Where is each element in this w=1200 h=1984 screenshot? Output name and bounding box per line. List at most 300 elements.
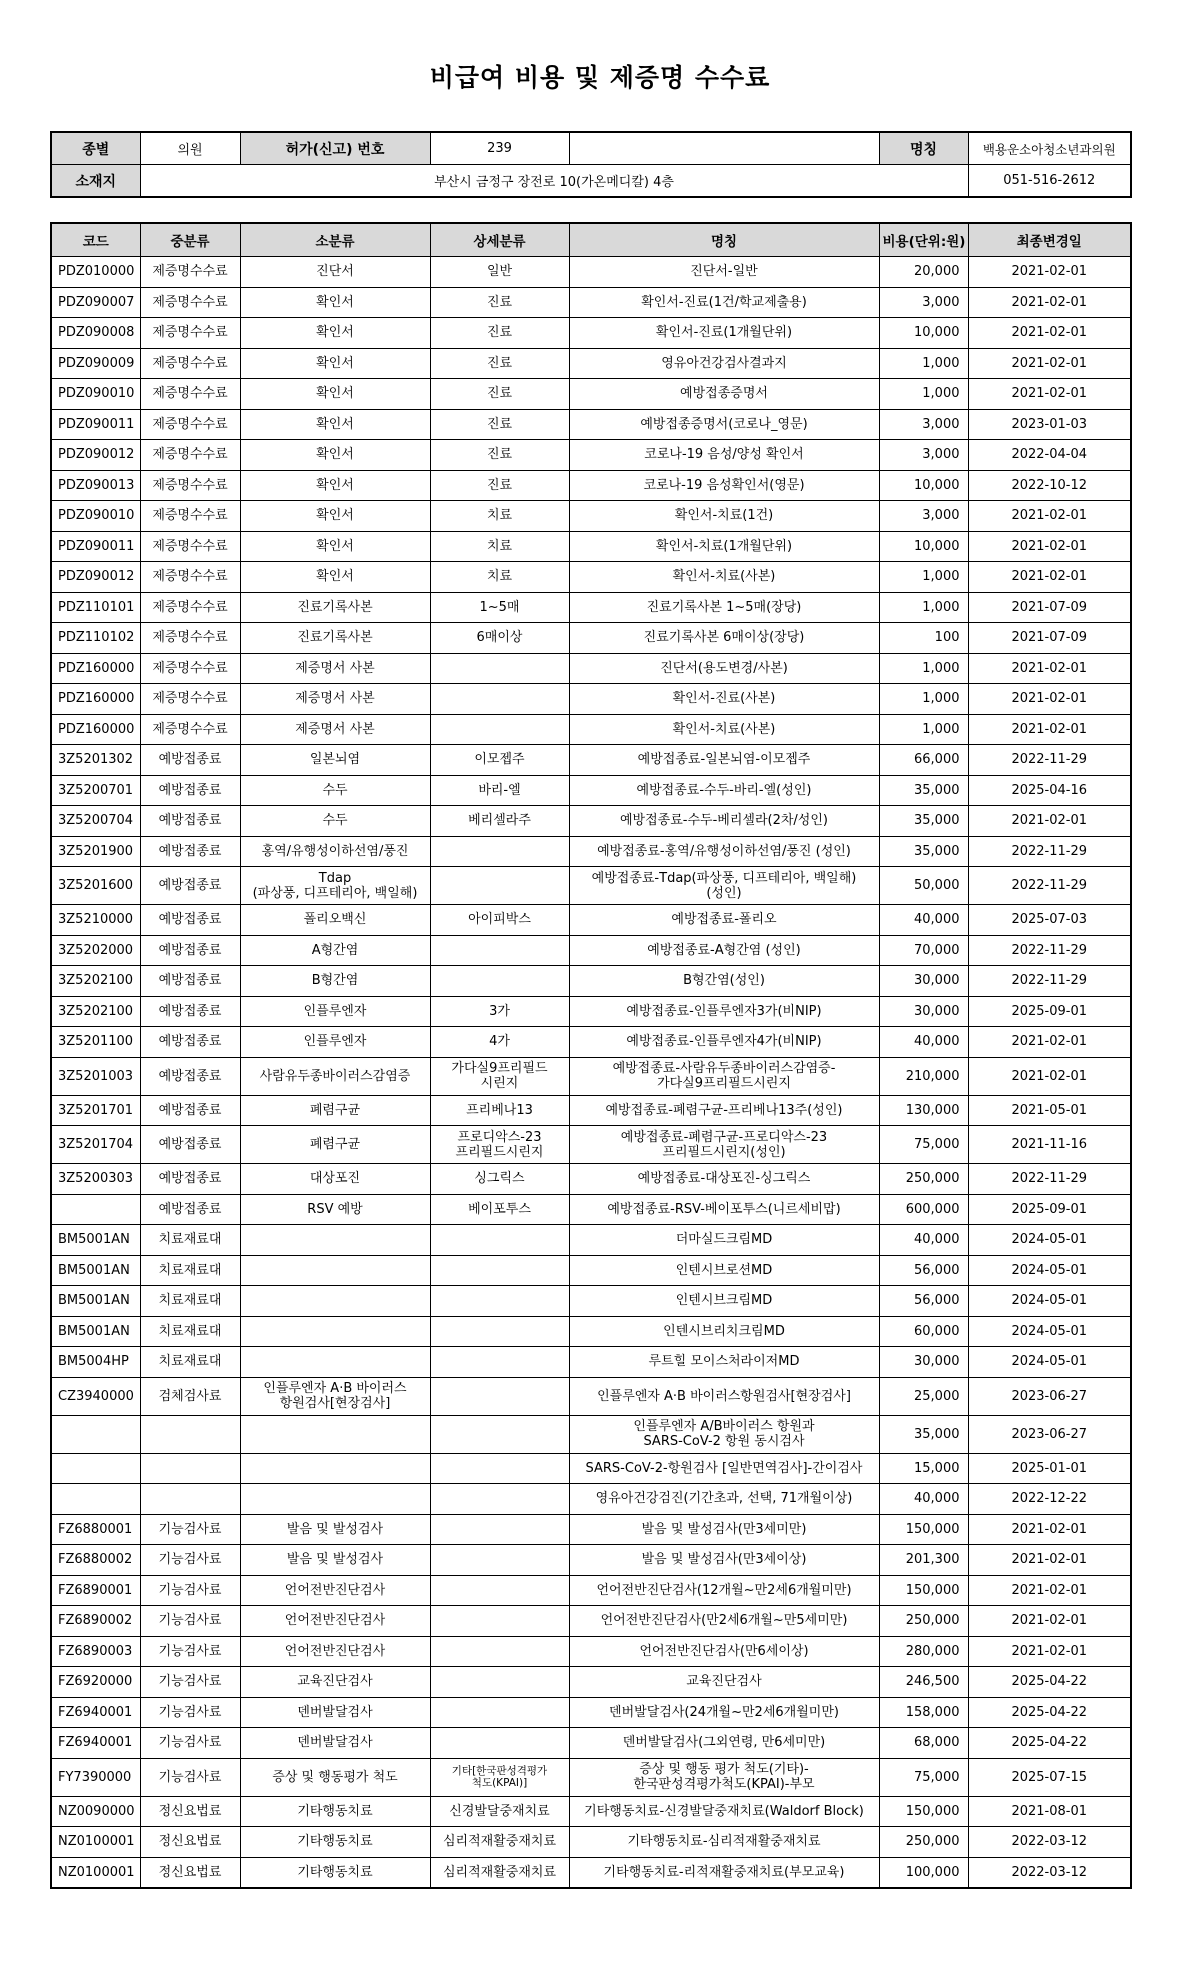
cell-cost: 3,000	[879, 501, 968, 532]
table-row	[51, 1796, 1131, 1827]
cell-name: 언어전반진단검사(만2세6개월~만5세미만)	[569, 1606, 879, 1637]
cell-code: 3Z5201100	[51, 1027, 140, 1058]
table-row	[51, 1194, 1131, 1225]
table-row	[51, 1225, 1131, 1256]
cell-code: PDZ160000	[51, 684, 140, 715]
cell-detail-category: 6매이상	[430, 623, 569, 654]
page-title: 비급여 비용 및 제증명 수수료	[429, 63, 771, 92]
name-value: 백용운소아청소년과의원	[968, 132, 1131, 165]
table-row	[51, 1347, 1131, 1378]
cell-sub-category: 진료기록사본	[240, 592, 430, 623]
cell-detail-category	[430, 1514, 569, 1545]
cell-name: 확인서-치료(사본)	[569, 562, 879, 593]
cell-name: 예방접종료-인플루엔자4가(비NIP)	[569, 1027, 879, 1058]
cell-code	[51, 1453, 140, 1484]
cell-detail-category: 진료	[430, 440, 569, 471]
cell-mid-category: 기능검사료	[140, 1514, 240, 1545]
header-mid-category: 중분류	[140, 223, 240, 257]
cell-date: 2021-02-01	[968, 318, 1131, 349]
cell-name: 영유아건강검사결과지	[569, 348, 879, 379]
cell-date: 2021-02-01	[968, 1636, 1131, 1667]
table-row	[51, 684, 1131, 715]
table-row	[51, 348, 1131, 379]
cell-mid-category: 제증명수수료	[140, 714, 240, 745]
cell-code	[51, 1484, 140, 1515]
table-row	[51, 379, 1131, 410]
cell-detail-category	[430, 836, 569, 867]
cell-mid-category: 기능검사료	[140, 1606, 240, 1637]
cell-sub-category: 확인서	[240, 562, 430, 593]
table-row	[51, 867, 1131, 905]
cell-sub-category	[240, 1484, 430, 1515]
cell-mid-category: 정신요법료	[140, 1827, 240, 1858]
cell-code: 3Z5201900	[51, 836, 140, 867]
cell-detail-category	[430, 867, 569, 905]
cell-date: 2021-02-01	[968, 1545, 1131, 1576]
cell-cost: 68,000	[879, 1728, 968, 1759]
cell-code: PDZ090010	[51, 501, 140, 532]
cell-sub-category: A형간염	[240, 935, 430, 966]
cell-name: 예방접종료-홍역/유행성이하선염/풍진 (성인)	[569, 836, 879, 867]
cell-detail-category: 아이피박스	[430, 905, 569, 936]
type-label: 종별	[51, 132, 140, 165]
cell-code: NZ0090000	[51, 1796, 140, 1827]
table-row	[51, 996, 1131, 1027]
cell-sub-category: B형간염	[240, 966, 430, 997]
clinic-info-table	[50, 131, 1132, 198]
cell-mid-category: 제증명수수료	[140, 684, 240, 715]
table-row	[51, 1857, 1131, 1888]
cell-sub-category: 덴버발달검사	[240, 1697, 430, 1728]
table-row	[51, 836, 1131, 867]
cell-name: 예방접종료-대상포진-싱그릭스	[569, 1164, 879, 1195]
cell-mid-category: 제증명수수료	[140, 531, 240, 562]
phone-value: 051-516-2612	[968, 165, 1131, 198]
cell-name: 인텐시브로션MD	[569, 1255, 879, 1286]
cell-cost: 100	[879, 623, 968, 654]
cell-sub-category: 증상 및 행동평가 척도	[240, 1758, 430, 1796]
cell-mid-category: 예방접종료	[140, 1194, 240, 1225]
cell-mid-category: 기능검사료	[140, 1728, 240, 1759]
cell-cost: 10,000	[879, 318, 968, 349]
table-row	[51, 714, 1131, 745]
cell-mid-category: 예방접종료	[140, 1027, 240, 1058]
cell-detail-category	[430, 1453, 569, 1484]
cell-detail-category: 가다실9프리필드 시린지	[430, 1057, 569, 1095]
cell-name: SARS-CoV-2-항원검사 [일반면역검사]-간이검사	[569, 1453, 879, 1484]
cell-detail-category	[430, 1347, 569, 1378]
cell-mid-category: 제증명수수료	[140, 379, 240, 410]
cell-cost: 1,000	[879, 348, 968, 379]
cell-code: 3Z5200701	[51, 775, 140, 806]
cell-code: PDZ090012	[51, 562, 140, 593]
cell-detail-category: 베리셀라주	[430, 806, 569, 837]
cell-sub-category: 폴리오백신	[240, 905, 430, 936]
cell-code: PDZ010000	[51, 257, 140, 288]
table-row	[51, 1484, 1131, 1515]
cell-cost: 1,000	[879, 592, 968, 623]
cell-sub-category: 인플루엔자 A·B 바이러스 항원검사[현장검사]	[240, 1377, 430, 1415]
cell-name: 예방접종료-A형간염 (성인)	[569, 935, 879, 966]
cell-mid-category: 기능검사료	[140, 1575, 240, 1606]
cell-mid-category: 제증명수수료	[140, 562, 240, 593]
cell-sub-category: 진료기록사본	[240, 623, 430, 654]
cell-mid-category: 제증명수수료	[140, 287, 240, 318]
cell-cost: 50,000	[879, 867, 968, 905]
table-row	[51, 1514, 1131, 1545]
cell-sub-category: 기타행동치료	[240, 1857, 430, 1888]
cell-sub-category	[240, 1415, 430, 1453]
cell-cost: 250,000	[879, 1827, 968, 1858]
cell-name: 예방접종료-폐렴구균-프로디악스-23 프리필드시린지(성인)	[569, 1126, 879, 1164]
cell-code: FY7390000	[51, 1758, 140, 1796]
cell-name: 발음 및 발성검사(만3세미만)	[569, 1514, 879, 1545]
cell-name: 인텐시브크림MD	[569, 1286, 879, 1317]
cell-date: 2021-11-16	[968, 1126, 1131, 1164]
cell-code: PDZ160000	[51, 653, 140, 684]
cell-sub-category: 확인서	[240, 287, 430, 318]
cell-name: 코로나-19 음성/양성 확인서	[569, 440, 879, 471]
cell-date: 2023-06-27	[968, 1377, 1131, 1415]
cell-sub-category: 수두	[240, 806, 430, 837]
cell-name: 예방접종료-RSV-베이포투스(니르세비맙)	[569, 1194, 879, 1225]
cell-detail-category: 신경발달중재치료	[430, 1796, 569, 1827]
license-label: 허가(신고) 번호	[240, 132, 430, 165]
cell-date: 2021-02-01	[968, 562, 1131, 593]
table-row	[51, 1316, 1131, 1347]
cell-date: 2025-04-22	[968, 1728, 1131, 1759]
cell-mid-category	[140, 1415, 240, 1453]
cell-mid-category: 예방접종료	[140, 836, 240, 867]
table-row	[51, 501, 1131, 532]
cell-detail-category	[430, 1225, 569, 1256]
table-row	[51, 1255, 1131, 1286]
cell-code: PDZ090011	[51, 409, 140, 440]
cell-detail-category: 치료	[430, 501, 569, 532]
cell-code: PDZ090012	[51, 440, 140, 471]
cell-sub-category: 폐렴구균	[240, 1126, 430, 1164]
cell-date: 2024-05-01	[968, 1255, 1131, 1286]
cell-date: 2025-04-22	[968, 1697, 1131, 1728]
address-value: 부산시 금정구 장전로 10(가온메디칼) 4층	[140, 165, 968, 198]
cell-name: 진료기록사본 1~5매(장당)	[569, 592, 879, 623]
table-row	[51, 592, 1131, 623]
cell-cost: 75,000	[879, 1758, 968, 1796]
cell-cost: 30,000	[879, 996, 968, 1027]
info-row-2	[51, 165, 1131, 198]
cell-cost: 3,000	[879, 409, 968, 440]
cell-code: 3Z5210000	[51, 905, 140, 936]
cell-mid-category: 제증명수수료	[140, 501, 240, 532]
cell-mid-category: 예방접종료	[140, 806, 240, 837]
cell-name: 진단서(용도변경/사본)	[569, 653, 879, 684]
cell-code: BM5001AN	[51, 1225, 140, 1256]
cell-code: NZ0100001	[51, 1857, 140, 1888]
cell-cost: 158,000	[879, 1697, 968, 1728]
header-last-modified: 최종변경일	[968, 223, 1131, 257]
cell-detail-category: 3가	[430, 996, 569, 1027]
cell-name: 영유아건강검진(기간초과, 선택, 71개월이상)	[569, 1484, 879, 1515]
cell-code: 3Z5201003	[51, 1057, 140, 1095]
cell-cost: 40,000	[879, 1225, 968, 1256]
cell-code	[51, 1415, 140, 1453]
cell-detail-category: 바리-엘	[430, 775, 569, 806]
cell-name: 확인서-치료(1개월단위)	[569, 531, 879, 562]
cell-date: 2021-07-09	[968, 592, 1131, 623]
cell-sub-category: 기타행동치료	[240, 1796, 430, 1827]
cell-mid-category: 치료재료대	[140, 1316, 240, 1347]
cell-cost: 66,000	[879, 745, 968, 776]
cell-mid-category: 제증명수수료	[140, 470, 240, 501]
cell-name: 예방접종료-인플루엔자3가(비NIP)	[569, 996, 879, 1027]
cell-mid-category: 예방접종료	[140, 1164, 240, 1195]
cell-mid-category: 제증명수수료	[140, 623, 240, 654]
cell-detail-category	[430, 1667, 569, 1698]
cell-mid-category: 예방접종료	[140, 1095, 240, 1126]
cell-name: 예방접종증명서(코로나_영문)	[569, 409, 879, 440]
cell-code: PDZ160000	[51, 714, 140, 745]
cell-cost: 3,000	[879, 287, 968, 318]
table-row	[51, 409, 1131, 440]
cell-code: 3Z5200704	[51, 806, 140, 837]
cell-code: 3Z5201701	[51, 1095, 140, 1126]
cell-sub-category: 수두	[240, 775, 430, 806]
cell-code: NZ0100001	[51, 1827, 140, 1858]
header-cost: 비용(단위:원)	[879, 223, 968, 257]
cell-detail-category: 베이포투스	[430, 1194, 569, 1225]
cell-sub-category: 대상포진	[240, 1164, 430, 1195]
cell-sub-category: 인플루엔자	[240, 1027, 430, 1058]
cell-sub-category: 확인서	[240, 470, 430, 501]
cell-code: FZ6880001	[51, 1514, 140, 1545]
cell-cost: 20,000	[879, 257, 968, 288]
cell-date: 2022-03-12	[968, 1827, 1131, 1858]
cell-date: 2022-11-29	[968, 745, 1131, 776]
cell-code: 3Z5202000	[51, 935, 140, 966]
table-row	[51, 745, 1131, 776]
cell-name: 확인서-치료(1건)	[569, 501, 879, 532]
cell-cost: 70,000	[879, 935, 968, 966]
cell-code: PDZ090009	[51, 348, 140, 379]
cell-sub-category: Tdap (파상풍, 디프테리아, 백일해)	[240, 867, 430, 905]
cell-name: 코로나-19 음성확인서(영문)	[569, 470, 879, 501]
cell-code: 3Z5201600	[51, 867, 140, 905]
table-row	[51, 1575, 1131, 1606]
cell-detail-category: 진료	[430, 318, 569, 349]
cell-mid-category: 정신요법료	[140, 1857, 240, 1888]
cell-cost: 15,000	[879, 1453, 968, 1484]
table-row	[51, 966, 1131, 997]
cell-mid-category: 치료재료대	[140, 1286, 240, 1317]
cell-mid-category: 제증명수수료	[140, 592, 240, 623]
cell-sub-category: 언어전반진단검사	[240, 1636, 430, 1667]
cell-date: 2021-02-01	[968, 714, 1131, 745]
cell-mid-category: 예방접종료	[140, 1057, 240, 1095]
header-sub-category: 소분류	[240, 223, 430, 257]
cell-code: 3Z5202100	[51, 996, 140, 1027]
cell-date: 2021-02-01	[968, 379, 1131, 410]
table-row	[51, 531, 1131, 562]
table-row	[51, 1728, 1131, 1759]
cell-mid-category: 정신요법료	[140, 1796, 240, 1827]
address-label: 소재지	[51, 165, 140, 198]
cell-name: 기타행동치료-리적재활중재치료(부모교육)	[569, 1857, 879, 1888]
cell-code: BM5001AN	[51, 1255, 140, 1286]
header-name: 명칭	[569, 223, 879, 257]
cell-date: 2022-11-29	[968, 1164, 1131, 1195]
cell-date: 2021-05-01	[968, 1095, 1131, 1126]
cell-code	[51, 1194, 140, 1225]
cell-sub-category: 확인서	[240, 318, 430, 349]
info-row-1	[51, 132, 1131, 165]
table-row	[51, 1057, 1131, 1095]
header-code: 코드	[51, 223, 140, 257]
table-row	[51, 287, 1131, 318]
cell-sub-category: 확인서	[240, 501, 430, 532]
cell-cost: 75,000	[879, 1126, 968, 1164]
cell-mid-category: 제증명수수료	[140, 440, 240, 471]
cell-cost: 210,000	[879, 1057, 968, 1095]
cell-mid-category: 기능검사료	[140, 1697, 240, 1728]
type-value: 의원	[140, 132, 240, 165]
cell-cost: 25,000	[879, 1377, 968, 1415]
cell-name: 기타행동치료-심리적재활중재치료	[569, 1827, 879, 1858]
cell-date: 2022-11-29	[968, 966, 1131, 997]
table-row	[51, 318, 1131, 349]
cell-detail-category	[430, 1316, 569, 1347]
cell-code: PDZ090007	[51, 287, 140, 318]
cell-date: 2021-08-01	[968, 1796, 1131, 1827]
table-row	[51, 935, 1131, 966]
cell-cost: 3,000	[879, 440, 968, 471]
cell-sub-category: 제증명서 사본	[240, 714, 430, 745]
cell-mid-category: 예방접종료	[140, 966, 240, 997]
cell-detail-category: 치료	[430, 562, 569, 593]
cell-name: 진료기록사본 6매이상(장당)	[569, 623, 879, 654]
table-row	[51, 1667, 1131, 1698]
cell-sub-category	[240, 1225, 430, 1256]
cell-sub-category	[240, 1286, 430, 1317]
cell-mid-category: 기능검사료	[140, 1545, 240, 1576]
table-row	[51, 1415, 1131, 1453]
cell-detail-category: 일반	[430, 257, 569, 288]
cell-code: BM5001AN	[51, 1316, 140, 1347]
cell-detail-category	[430, 1697, 569, 1728]
table-row	[51, 905, 1131, 936]
cell-name: 인플루엔자 A/B바이러스 항원과 SARS-CoV-2 항원 동시검사	[569, 1415, 879, 1453]
table-row	[51, 1164, 1131, 1195]
table-row	[51, 1606, 1131, 1637]
cell-name: 예방접종료-수두-베리셀라(2차/성인)	[569, 806, 879, 837]
cell-detail-category: 심리적재활중재치료	[430, 1827, 569, 1858]
cell-date: 2023-01-03	[968, 409, 1131, 440]
cell-date: 2022-10-12	[968, 470, 1131, 501]
cell-detail-category	[430, 1377, 569, 1415]
cell-detail-category	[430, 1415, 569, 1453]
cell-mid-category	[140, 1453, 240, 1484]
cell-sub-category: 제증명서 사본	[240, 653, 430, 684]
table-row	[51, 623, 1131, 654]
cell-detail-category: 프리베나13	[430, 1095, 569, 1126]
cell-code: PDZ090011	[51, 531, 140, 562]
cell-code: FZ6880002	[51, 1545, 140, 1576]
cell-cost: 40,000	[879, 905, 968, 936]
cell-name: 예방접종료-일본뇌염-이모젭주	[569, 745, 879, 776]
cell-cost: 56,000	[879, 1255, 968, 1286]
cell-name: 예방접종료-사람유두종바이러스감염증- 가다실9프리필드시린지	[569, 1057, 879, 1095]
cell-date: 2021-02-01	[968, 1057, 1131, 1095]
cell-cost: 1,000	[879, 562, 968, 593]
cell-cost: 1,000	[879, 653, 968, 684]
cell-name: 언어전반진단검사(12개월~만2세6개월미만)	[569, 1575, 879, 1606]
cell-cost: 150,000	[879, 1796, 968, 1827]
cell-detail-category: 진료	[430, 409, 569, 440]
cell-sub-category: 확인서	[240, 440, 430, 471]
cell-sub-category: 기타행동치료	[240, 1827, 430, 1858]
cell-detail-category	[430, 1484, 569, 1515]
cell-cost: 250,000	[879, 1164, 968, 1195]
cell-name: B형간염(성인)	[569, 966, 879, 997]
cell-date: 2021-02-01	[968, 684, 1131, 715]
cell-code: PDZ110101	[51, 592, 140, 623]
cell-name: 확인서-진료(1개월단위)	[569, 318, 879, 349]
cell-mid-category: 예방접종료	[140, 867, 240, 905]
cell-detail-category	[430, 1728, 569, 1759]
cell-cost: 1,000	[879, 379, 968, 410]
cell-mid-category: 제증명수수료	[140, 318, 240, 349]
cell-sub-category: 폐렴구균	[240, 1095, 430, 1126]
cell-cost: 56,000	[879, 1286, 968, 1317]
cell-cost: 35,000	[879, 806, 968, 837]
cell-cost: 1,000	[879, 714, 968, 745]
cell-mid-category: 기능검사료	[140, 1636, 240, 1667]
cell-cost: 100,000	[879, 1857, 968, 1888]
cell-sub-category: 교육진단검사	[240, 1667, 430, 1698]
cell-date: 2023-06-27	[968, 1415, 1131, 1453]
cell-cost: 250,000	[879, 1606, 968, 1637]
cell-mid-category: 예방접종료	[140, 745, 240, 776]
cell-mid-category: 제증명수수료	[140, 257, 240, 288]
table-row	[51, 562, 1131, 593]
cell-name: 예방접종료-Tdap(파상풍, 디프테리아, 백일해) (성인)	[569, 867, 879, 905]
cell-detail-category: 이모젭주	[430, 745, 569, 776]
cell-code: FZ6940001	[51, 1728, 140, 1759]
cell-name: 인플루엔자 A·B 바이러스항원검사[현장검사]	[569, 1377, 879, 1415]
table-row	[51, 1453, 1131, 1484]
cell-sub-category: 확인서	[240, 348, 430, 379]
header-detail-category: 상세분류	[430, 223, 569, 257]
cell-code: PDZ110102	[51, 623, 140, 654]
cell-sub-category	[240, 1316, 430, 1347]
cell-date: 2025-09-01	[968, 996, 1131, 1027]
cell-detail-category	[430, 935, 569, 966]
cell-mid-category: 예방접종료	[140, 775, 240, 806]
cell-name: 예방접종료-폴리오	[569, 905, 879, 936]
cell-cost: 40,000	[879, 1027, 968, 1058]
cell-date: 2022-12-22	[968, 1484, 1131, 1515]
table-row	[51, 1027, 1131, 1058]
table-row	[51, 775, 1131, 806]
table-row	[51, 440, 1131, 471]
cell-detail-category: 진료	[430, 470, 569, 501]
name-label: 명칭	[879, 132, 968, 165]
cell-sub-category: 진단서	[240, 257, 430, 288]
table-row	[51, 1545, 1131, 1576]
cell-cost: 30,000	[879, 966, 968, 997]
cell-date: 2022-11-29	[968, 935, 1131, 966]
cell-sub-category: RSV 예방	[240, 1194, 430, 1225]
cell-code: BM5004HP	[51, 1347, 140, 1378]
